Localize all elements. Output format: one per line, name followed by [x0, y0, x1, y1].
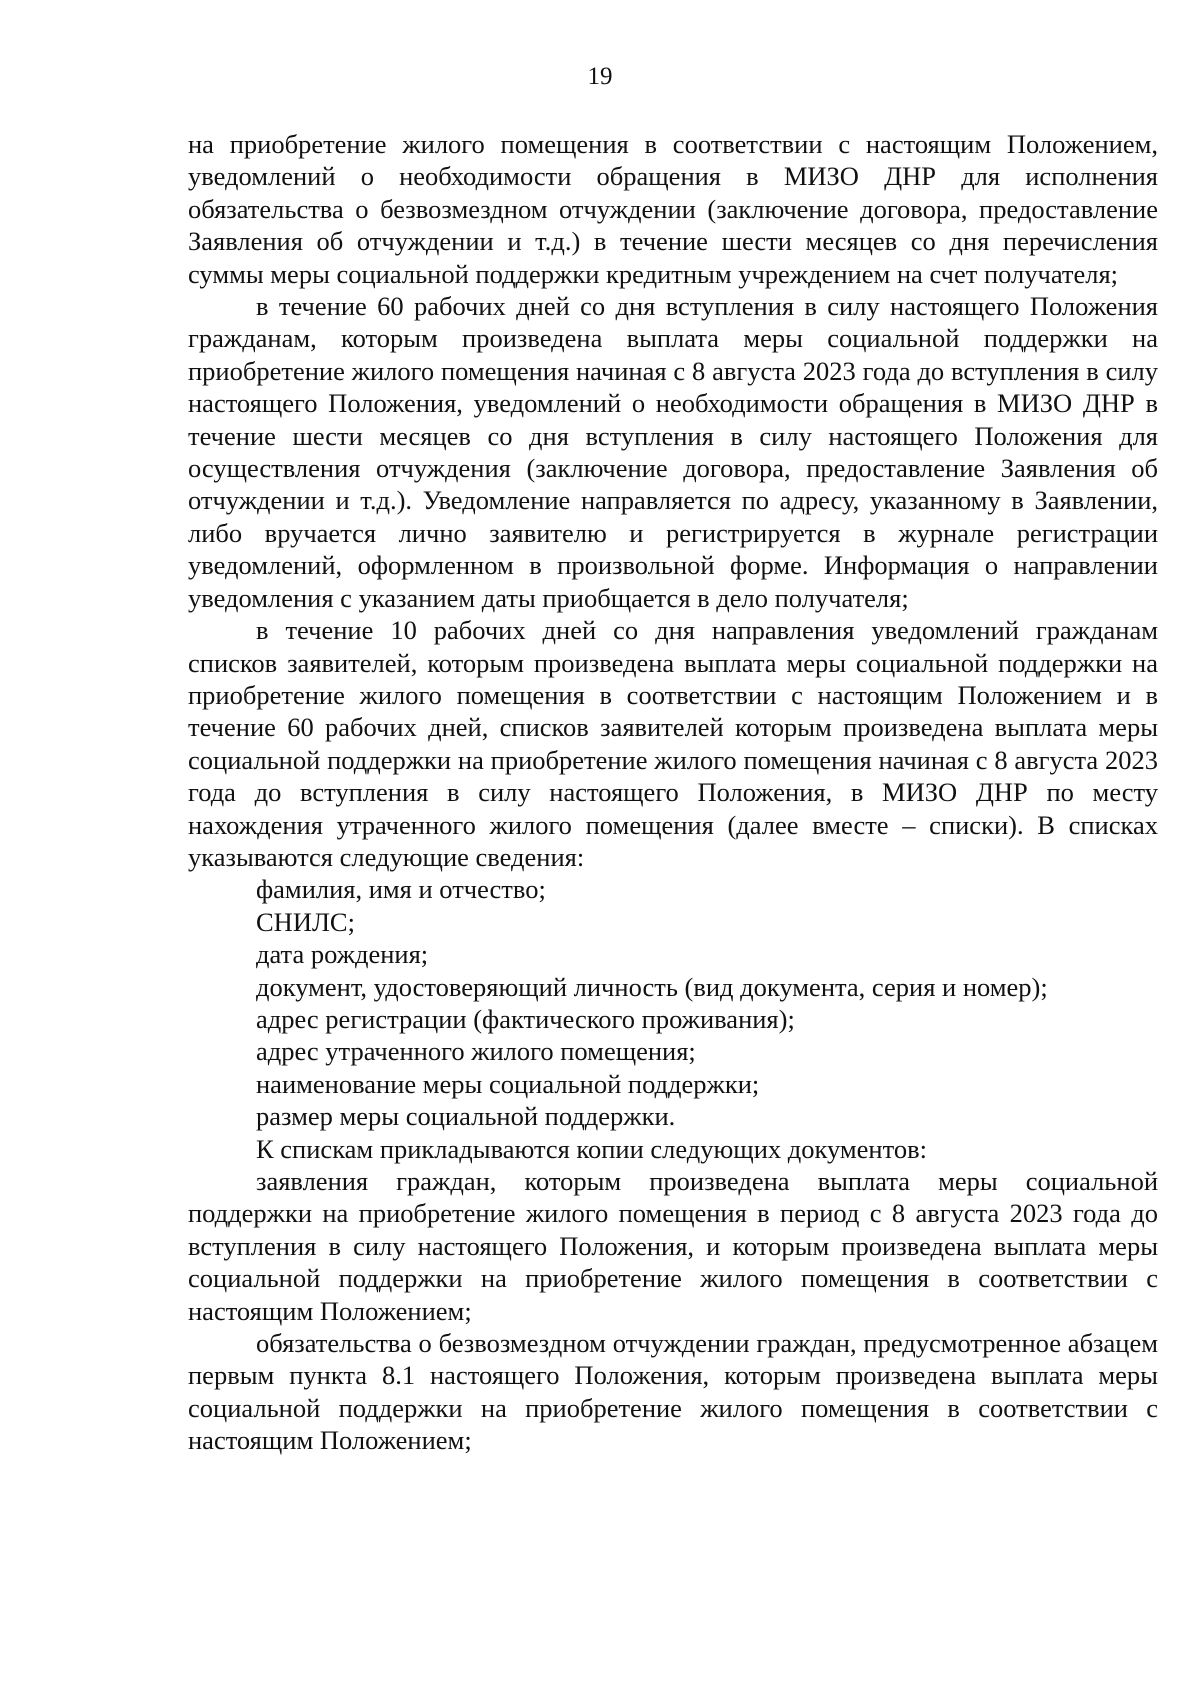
document-body: [188, 128, 1158, 1457]
list-item: адрес регистрации (фактического проживания);: [256, 1003, 795, 1034]
list-item: размер меры социальной поддержки.: [256, 1101, 676, 1132]
paragraph-notification-60-days: в течение 60 рабочих дней со дня вступления в силу настоящего Положения гражданам, которым произведена выплата меры социальной поддержки на приобретение жилого помещения начиная с 8 августа 2023 года до вступления в силу настоящего Положения, уведомлений о необходимости обращения в МИЗО ДНР в течение шести месяцев со дня вступления в силу настоящего Положения для осуществления отчуждения (заключение договора, предоставление Заявления об отчуждении и т.д.). Уведомление направляется по адресу, указанному в Заявлении, либо вручается лично заявителю и регистрируется в журнале регистрации уведомлений, оформленном в произвольной форме. Информация о направлении уведомления с указанием даты приобщается в дело получателя;: [188, 291, 1158, 613]
list-information-fields: [188, 873, 1158, 1165]
paragraph-lists-10-days: в течение 10 рабочих дней со дня направления уведомлений гражданам списков заявителей, которым произведена выплата меры социальной поддержки на приобретение жилого помещения в соответствии с настоящим Положением и в течение 60 рабочих дней, списков заявителей которым произведена выплата меры социальной поддержки на приобретение жилого помещения начиная с 8 августа 2023 года до вступления в силу настоящего Положения, в МИЗО ДНР по месту нахождения утраченного жилого помещения (далее вместе – списки). В списках указываются следующие сведения:: [188, 615, 1158, 872]
list-item: документ, удостоверяющий личность (вид документа, серия и номер);: [256, 971, 1048, 1002]
list-item: СНИЛС;: [256, 906, 355, 937]
list-item: адрес утраченного жилого помещения;: [256, 1036, 696, 1067]
page-number: 19: [587, 63, 613, 90]
list-item: фамилия, имя и отчество;: [256, 874, 546, 905]
paragraph-obligations: обязательства о безвозмездном отчуждении граждан, предусмотренное абзацем первым пункта 8.1 настоящего Положения, которым произведена выплата меры социальной поддержки на приобретение жилого помещения в соответствии с настоящим Положением;: [188, 1328, 1158, 1456]
list-item: дата рождения;: [256, 939, 429, 970]
list-item: наименование меры социальной поддержки;: [256, 1068, 760, 1099]
list-heading-attachments: К спискам прикладываются копии следующих документов:: [256, 1133, 927, 1164]
paragraph-continuation: на приобретение жилого помещения в соответствии с настоящим Положением, уведомлений о необходимости обращения в МИЗО ДНР для исполнения обязательства о безвозмездном отчуждении (заключение договора, предоставление Заявления об отчуждении и т.д.) в течение шести месяцев со дня перечисления суммы меры социальной поддержки кредитным учреждением на счет получателя;: [188, 129, 1158, 289]
paragraph-applications: заявления граждан, которым произведена выплата меры социальной поддержки на приобретение жилого помещения в период с 8 августа 2023 года до вступления в силу настоящего Положения, и которым произведена выплата меры социальной поддержки на приобретение жилого помещения в соответствии с настоящим Положением;: [188, 1166, 1158, 1326]
